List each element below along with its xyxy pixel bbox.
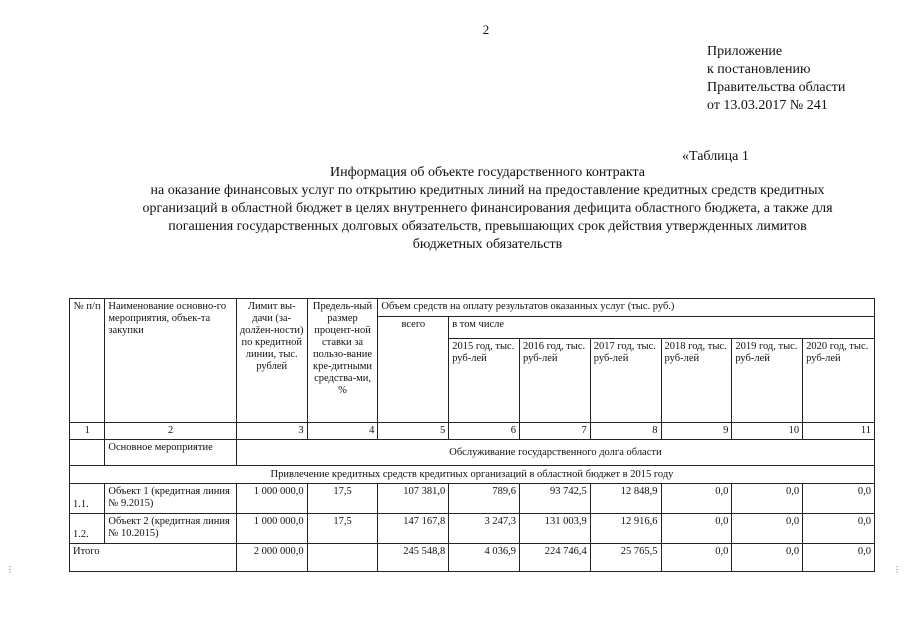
row-2018: 0,0 <box>661 484 732 514</box>
row-2017: 12 848,9 <box>590 484 661 514</box>
title-line-5: бюджетных обязательств <box>412 237 563 252</box>
section-title: Привлечение кредитных средств кредитных организаций в областной бюджет в 2015 году <box>70 466 875 484</box>
appendix-line-4: от 13.03.2017 № 241 <box>707 98 828 113</box>
row-2018: 0,0 <box>661 514 732 544</box>
total-rate <box>307 544 378 572</box>
column-number: 11 <box>803 423 875 440</box>
total-2017: 25 765,5 <box>590 544 661 572</box>
margin-mark-right: ⋮ <box>893 565 901 574</box>
total-2018: 0,0 <box>661 544 732 572</box>
column-number: 1 <box>70 423 105 440</box>
column-number: 4 <box>307 423 378 440</box>
column-number: 6 <box>449 423 520 440</box>
row-rate: 17,5 <box>307 514 378 544</box>
column-number: 3 <box>236 423 307 440</box>
column-number-row <box>70 423 875 440</box>
margin-mark-left: ⋮ <box>6 565 14 574</box>
row-2015: 789,6 <box>449 484 520 514</box>
header-including: в том числе <box>449 317 875 339</box>
main-event-value: Обслуживание государственного долга области <box>236 440 874 466</box>
document-title <box>110 164 865 254</box>
title-line-4: погашения государственных долговых обязательств, превышающих срок действия утвержденных лимитов <box>168 219 807 234</box>
total-2016: 224 746,4 <box>519 544 590 572</box>
total-2015: 4 036,9 <box>449 544 520 572</box>
table-reference: «Таблица 1 <box>682 149 749 164</box>
row-limit: 1 000 000,0 <box>236 514 307 544</box>
header-name: Наименование основно-го мероприятия, объек-та закупки <box>105 299 236 423</box>
header-num: № п/п <box>70 299 105 423</box>
column-number: 8 <box>590 423 661 440</box>
total-2019: 0,0 <box>732 544 803 572</box>
header-total: всего <box>378 317 449 423</box>
row-2015: 3 247,3 <box>449 514 520 544</box>
row-num: 1.1. <box>70 484 105 514</box>
row-name: Объект 1 (кредитная линия № 9.2015) <box>105 484 236 514</box>
row-rate: 17,5 <box>307 484 378 514</box>
row-2019: 0,0 <box>732 514 803 544</box>
appendix-block <box>707 43 845 115</box>
header-2015: 2015 год, тыс. руб-лей <box>449 339 520 423</box>
row-2020: 0,0 <box>803 514 875 544</box>
row-total: 107 381,0 <box>378 484 449 514</box>
row-num: 1.2. <box>70 514 105 544</box>
header-2020: 2020 год, тыс. руб-лей <box>803 339 875 423</box>
header-volume: Объем средств на оплату результатов оказанных услуг (тыс. руб.) <box>378 299 875 317</box>
table-row <box>70 514 875 544</box>
header-2018: 2018 год, тыс. руб-лей <box>661 339 732 423</box>
row-2016: 93 742,5 <box>519 484 590 514</box>
contract-table <box>69 298 875 572</box>
total-row <box>70 544 875 572</box>
header-2017: 2017 год, тыс. руб-лей <box>590 339 661 423</box>
row-2017: 12 916,6 <box>590 514 661 544</box>
total-total: 245 548,8 <box>378 544 449 572</box>
total-2020: 0,0 <box>803 544 875 572</box>
column-number: 2 <box>105 423 236 440</box>
column-number: 7 <box>519 423 590 440</box>
appendix-line-1: Приложение <box>707 44 783 59</box>
header-2016: 2016 год, тыс. руб-лей <box>519 339 590 423</box>
header-limit: Лимит вы-дачи (за-долžен-ности) по кредитной линии, тыс. рублей <box>236 299 307 423</box>
row-2019: 0,0 <box>732 484 803 514</box>
appendix-line-3: Правительства области <box>707 80 846 95</box>
main-event-label: Основное мероприятие <box>105 440 236 466</box>
header-rate: Предель-ный размер процент-ной ставки за пользо-вание кре-дитными средства-ми, % <box>307 299 378 423</box>
row-limit: 1 000 000,0 <box>236 484 307 514</box>
total-label: Итого <box>70 544 237 572</box>
column-number: 9 <box>661 423 732 440</box>
title-line-1: Информация об объекте государственного контракта <box>329 165 646 180</box>
title-line-3: организаций в областной бюджет в целях внутреннего финансирования дефицита областного бюджета, а также для <box>142 201 833 216</box>
section-row <box>70 466 875 484</box>
main-event-row <box>70 440 875 466</box>
column-number: 10 <box>732 423 803 440</box>
row-name: Объект 2 (кредитная линия № 10.2015) <box>105 514 236 544</box>
column-number: 5 <box>378 423 449 440</box>
header-2019: 2019 год, тыс. руб-лей <box>732 339 803 423</box>
page-number: 2 <box>482 22 490 37</box>
row-total: 147 167,8 <box>378 514 449 544</box>
row-2016: 131 003,9 <box>519 514 590 544</box>
table-row <box>70 484 875 514</box>
row-2020: 0,0 <box>803 484 875 514</box>
title-line-2: на оказание финансовых услуг по открытию кредитных линий на предоставление кредитных средств кредитных <box>150 183 825 198</box>
total-limit: 2 000 000,0 <box>236 544 307 572</box>
appendix-line-2: к постановлению <box>707 62 811 77</box>
